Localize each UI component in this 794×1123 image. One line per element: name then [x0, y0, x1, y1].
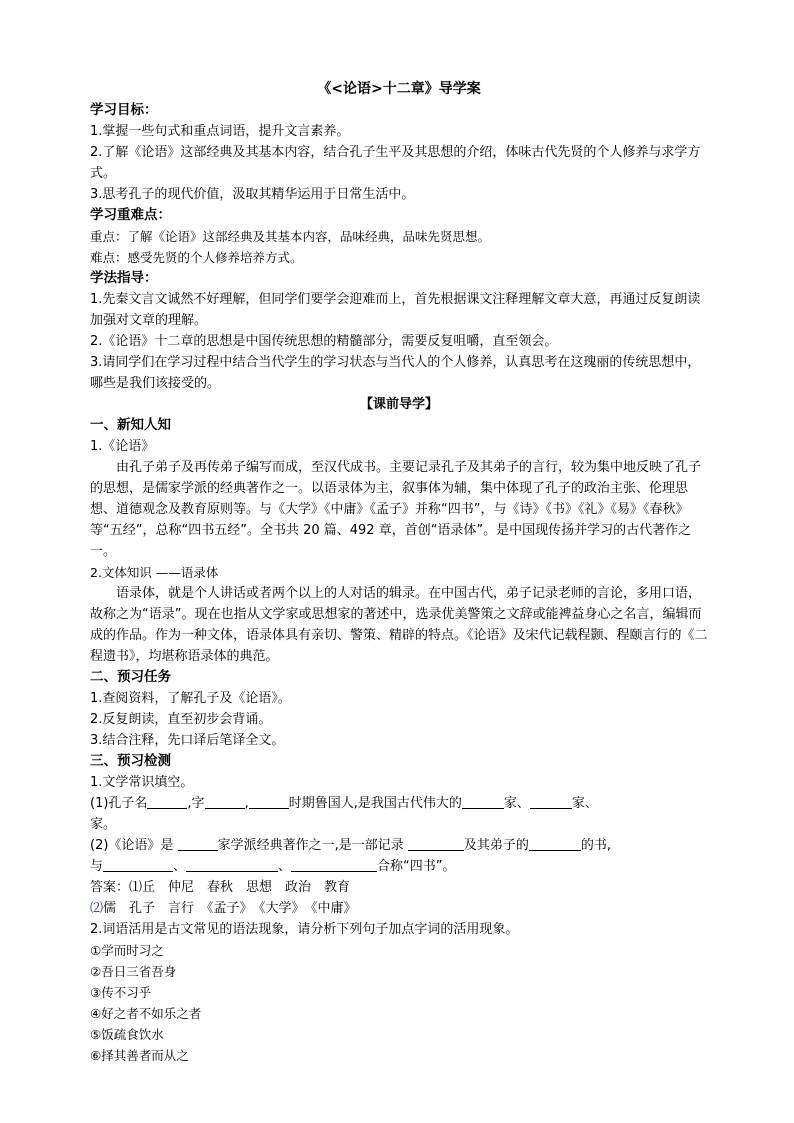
goals-heading: 学习目标： [90, 102, 158, 118]
genre-paragraph: 语录体，就是个人讲话或者两个以上的人对话的辑录。在中国古代，弟子记录老师的言论，多用口语，故称之为“语录”。现在也指从文学家或思想家的著述中，选录优美警策之文辞或能裨益身心之名言，编辑而成的作品。作为一种文体，语录体具有亲切、警策、精辟的特点。《论语》及宋代记载程颢、程颐言行的《二程遗书》，均堪称语录体的典范。 [90, 586, 708, 664]
sentence-item: ⑥择其善者而从之 [90, 1048, 189, 1063]
method-item: 2.《论语》十二章的思想是中国传统思想的精髓部分，需要反复咀嚼，直至领会。 [90, 334, 558, 349]
method-item: 3.请同学们在学习过程中结合当代学生的学习状态与当代人的个人修养，认真思考在这瑰丽的传统思想中，哪些是我们该接受的。 [90, 355, 701, 391]
fill-blank[interactable] [530, 794, 572, 809]
goal-item: 1.掌握一些句式和重点词语，提升文言素养。 [90, 124, 350, 139]
fill-blank[interactable] [103, 857, 173, 872]
fill-blank[interactable] [291, 857, 377, 872]
genre-subheading: 2.文体知识 ——语录体 [90, 565, 219, 580]
fill-blank[interactable] [462, 794, 504, 809]
lunyu-paragraph: 由孔子弟子及再传弟子编写而成，至汉代成书。主要记录孔子及其弟子的言行，较为集中地反映了孔子的思想，是儒家学派的经典著作之一。以语录体为主，叙事体为辅，集中体现了孔子的政治主张、伦理思想、道德观念及教育原则等。与《大学》《中庸》《孟子》并称“四书”，与《诗》《书》《礼》《易》《春秋》等“五经”，总称“四书五经”。全书共 20 篇、492 章，首创“语录体”。是中国现传扬并学习的古代著作之一。 [90, 460, 702, 559]
task-item: 3.结合注释，先口译后笔译全文。 [90, 733, 285, 748]
question-1a [90, 793, 708, 835]
fill-blank[interactable] [408, 836, 464, 851]
goal-item: 3.思考孔子的现代价值，汲取其精华运用于日常生活中。 [90, 187, 415, 202]
q1a-text: (1)孔子名 [90, 796, 148, 811]
fill-blank[interactable] [205, 794, 245, 809]
q1a-text: 时期鲁国人,是我国古代伟大的 [288, 796, 462, 811]
q1a-text: 家、 [571, 796, 598, 811]
task-item: 2.反复朗读，直至初步会背诵。 [90, 712, 272, 727]
fill-blank[interactable] [147, 794, 187, 809]
question-1: 1.文学常识填空。 [90, 775, 194, 790]
sentence-item: ①学而时习之 [90, 943, 164, 958]
method-item: 1.先秦文言文诚然不好理解，但同学们要学会迎难而上，首先根据课文注释理解文章大意，再通过反复朗读加强对文章的理解。 [90, 292, 701, 328]
fill-blank[interactable] [178, 836, 218, 851]
q1a-text: , [244, 796, 249, 811]
q1a-text: 家、 [503, 796, 530, 811]
lunyu-subheading: 1.《论语》 [90, 439, 155, 454]
q1b-text: 的书, [580, 838, 611, 853]
task-item: 1.查阅资料，了解孔子及《论语》。 [90, 691, 291, 706]
answer-label: 答案： [90, 880, 130, 895]
answer-line-2 [90, 898, 708, 919]
key-point-item: 难点：感受先贤的个人修养培养方式。 [90, 250, 303, 265]
new-knowledge-heading: 一、新知人知 [90, 417, 171, 433]
answer-text: 儒 孔子 言行 《孟子》 《大学》 《中庸》 [103, 901, 357, 916]
test-heading: 三、预习检测 [90, 753, 171, 769]
q1a-text: 家。 [90, 817, 117, 832]
key-point-item: 重点：了解《论语》这部经典及其基本内容，品味经典，品味先贤思想。 [90, 229, 491, 244]
fill-blank[interactable] [186, 857, 278, 872]
fill-blank[interactable] [529, 836, 581, 851]
q1b-text: 及其弟子的 [463, 838, 529, 853]
methods-heading: 学法指导： [90, 270, 158, 286]
question-1b [90, 835, 708, 877]
q1a-text: ,字 [187, 796, 205, 811]
sentence-item: ④好之者不如乐之者 [90, 1006, 202, 1021]
sentence-item: ⑤饭疏食饮水 [90, 1027, 164, 1042]
q1b-text: 与 [90, 859, 104, 874]
fill-blank[interactable] [249, 794, 289, 809]
preview-section-title: 【课前导学】 [359, 397, 438, 412]
q1b-text: 、 [278, 859, 292, 874]
document-content [90, 78, 708, 1066]
q1b-text: 、 [173, 859, 187, 874]
document-title: 《<论语>十二章》导学案 [317, 81, 481, 97]
answer-number: ⑵ [90, 901, 104, 916]
sentence-item: ③传不习乎 [90, 985, 152, 1000]
q1b-text: (2)《论语》是 [90, 838, 178, 853]
answer-text: ⑴丘 仲尼 春秋 思想 政治 教育 [129, 880, 351, 895]
sentence-item: ②吾日三省吾身 [90, 964, 177, 979]
goal-item: 2.了解《论语》这部经典及其基本内容，结合孔子生平及其思想的介绍，体味古代先贤的个人修养与求学方式。 [90, 145, 701, 181]
key-points-heading: 学习重难点： [90, 207, 171, 223]
question-2: 2.词语活用是古文常见的语法现象，请分析下列句子加点字词的活用现象。 [90, 922, 519, 937]
tasks-heading: 二、预习任务 [90, 669, 171, 685]
q1b-text: 合称“四书”。 [377, 859, 456, 874]
answer-line-1 [90, 877, 708, 898]
q1b-text: 家学派经典著作之一,是一部记录 [217, 838, 408, 853]
